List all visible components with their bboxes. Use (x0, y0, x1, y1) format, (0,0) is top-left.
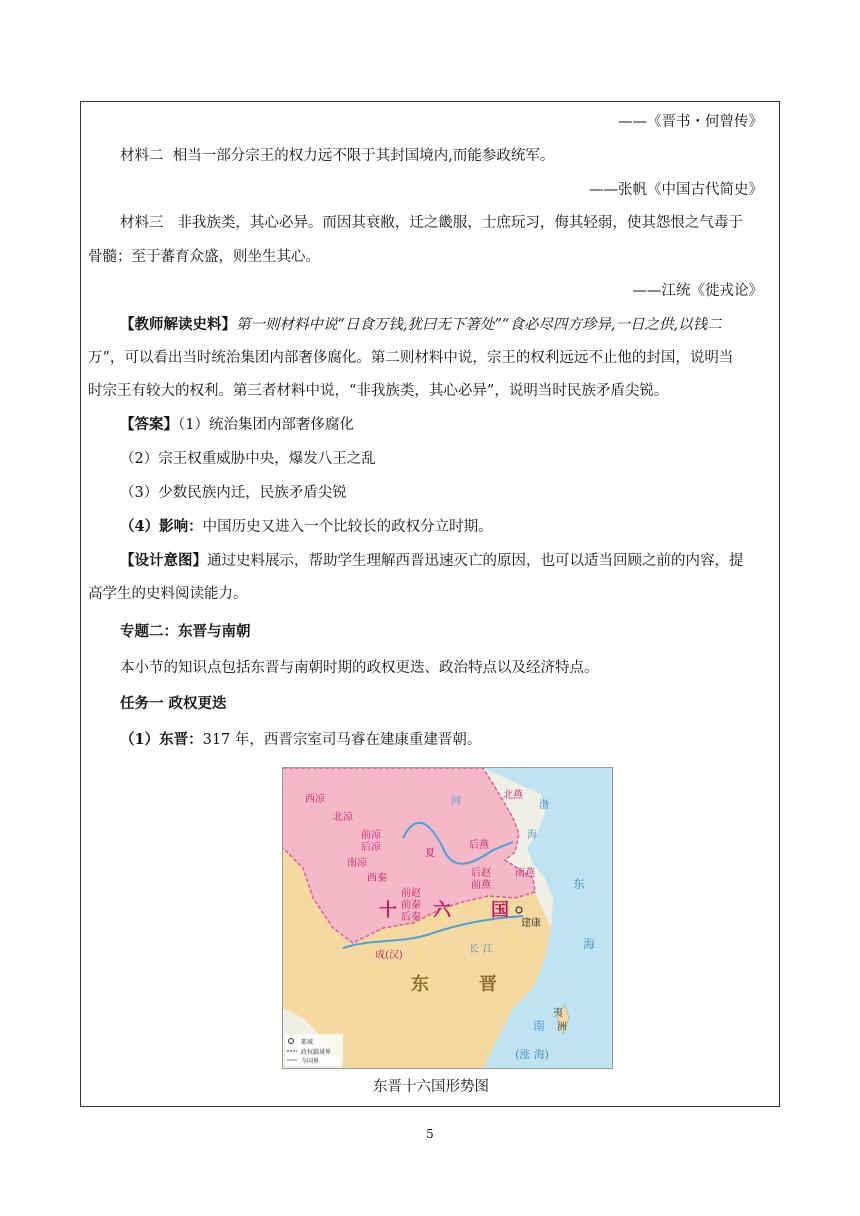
map-label-he: 河 (451, 796, 461, 807)
material-3 (120, 213, 743, 233)
answer-item1: （1）统治集团内部奢侈腐化 (178, 417, 354, 433)
map-label-yi: 夷 (553, 1008, 563, 1019)
answer-item4-text: 中国历史又进入一个比较长的政权分立时期。 (202, 519, 493, 535)
map-caption: 东晋十六国形势图 (373, 1079, 489, 1095)
teacher-line2: 万”，可以看出当时统治集团内部奢侈腐化。第二则材料中说，宗王的权利远远不止他的封国，说明当 (88, 350, 734, 366)
map-label-beiliang: 北凉 (333, 812, 353, 823)
map-label-xiqin: 西秦 (367, 873, 387, 884)
point1-label: （1）东晋： (120, 731, 203, 748)
material-2-label: 材料二 (120, 148, 164, 164)
teacher-line3: 时宗王有较大的权利。第三者材料中说，“非我族类，其心必异”，说明当时民族矛盾尖锐。 (88, 383, 669, 399)
answer-item3: （3）少数民族内迁，民族矛盾尖锐 (120, 485, 347, 501)
teacher-label: 【教师解读史料】 (120, 316, 236, 333)
topic2-intro: 本小节的知识点包括东晋与南朝时期的政权更迭、政治特点以及经济特点。 (120, 660, 599, 676)
map-label-hai2: 海 (583, 937, 596, 951)
content-frame (80, 101, 780, 1107)
map-label-nan: 南 (533, 1019, 546, 1033)
map-label-houqin: 后秦 (401, 912, 421, 923)
map-label-qianyan: 前燕 (471, 880, 491, 891)
map-label-shiliu1: 十 (379, 900, 397, 921)
map-label-houzhao: 后赵 (471, 868, 491, 879)
map-label-zhou: 洲 (557, 1022, 567, 1033)
material-3-line2: 骨髓；至于蕃育众盛，则坐生其心。 (88, 249, 320, 265)
answer-item2: （2）宗王权重威胁中央，爆发八王之乱 (120, 451, 376, 467)
point-1 (120, 730, 481, 750)
design-intent (120, 551, 744, 571)
point1-text: 317 年，西晋宗室司马睿在建康重建晋朝。 (202, 732, 482, 748)
map-legend-regime: 政权疆域界 (301, 1049, 332, 1056)
material-2 (120, 146, 554, 166)
teacher-interpretation (120, 315, 722, 335)
source-2: ——张帆《中国古代简史》 (589, 182, 763, 198)
material-3-label: 材料三 (120, 215, 164, 231)
map-label-jiang2: 江 (483, 944, 493, 955)
map-label-xia: 夏 (425, 848, 435, 859)
source-1: ——《晋书・何曾传》 (618, 114, 763, 130)
map-label-cheng: 成(汉) (375, 950, 403, 961)
map-label-hai: 海 (527, 830, 537, 841)
map-label-jiankang: 建康 (521, 918, 541, 929)
map-label-zhuhai: (涨 海) (515, 1048, 550, 1061)
page-number: 5 (426, 1127, 434, 1141)
design-label: 【设计意图】 (120, 552, 207, 569)
map-label-dongsea: 东 (573, 877, 586, 891)
map-label-bohai: 渤 (539, 800, 549, 811)
map-label-dong: 东 (411, 974, 429, 995)
map-legend-capital: 都城 (301, 1039, 314, 1046)
map-label-houliang: 后凉 (361, 842, 381, 853)
material-3-line1: 非我族类，其心必异。而因其衰敝，迁之畿服，士庶玩习，侮其轻弱，使其怨恨之气毒于 (177, 215, 743, 231)
map-label-shiliu2: 六 (433, 900, 451, 921)
answer-1 (120, 415, 354, 435)
map-label-xiliang: 西凉 (305, 794, 325, 805)
teacher-line1: 第一则材料中说“日食万钱,犹曰无下箸处”“食必尽四方珍异,一日之供,以钱二 (236, 317, 722, 333)
design-line1: 通过史料展示，帮助学生理解西晋迅速灭亡的原因，也可以适当回顾之前的内容，提 (207, 553, 744, 569)
map-legend-modern: 今国界 (301, 1058, 320, 1065)
map-label-qianqin: 前秦 (401, 900, 421, 911)
material-2-text: 相当一部分宗王的权力远不限于其封国境内,而能参政统军。 (172, 148, 555, 164)
map-label-shiliu3: 国 (491, 900, 509, 921)
map-label-qianzhao: 前赵 (401, 888, 421, 899)
map-label-houyan: 后燕 (469, 840, 489, 851)
task1-title: 任务一 政权更迭 (120, 695, 227, 712)
map-label-beiyan: 北燕 (503, 790, 523, 801)
map-label-jiang: 长 (469, 944, 479, 955)
topic2-title: 专题二：东晋与南朝 (120, 623, 251, 640)
map-label-jin: 晋 (479, 974, 497, 995)
map-label-nanyan: 南燕 (515, 868, 535, 879)
design-line2: 高学生的史料阅读能力。 (88, 586, 248, 602)
map-label-qianliang: 前凉 (361, 830, 381, 841)
answer-item4-label: （4）影响： (120, 518, 203, 535)
map-label-nanliang: 南凉 (347, 858, 367, 869)
answer-label: 【答案】 (120, 416, 178, 433)
source-3: ——江统《徙戎论》 (632, 283, 763, 299)
map-eastern-jin-sixteen-kingdoms (282, 767, 613, 1069)
answer-4 (120, 517, 493, 537)
